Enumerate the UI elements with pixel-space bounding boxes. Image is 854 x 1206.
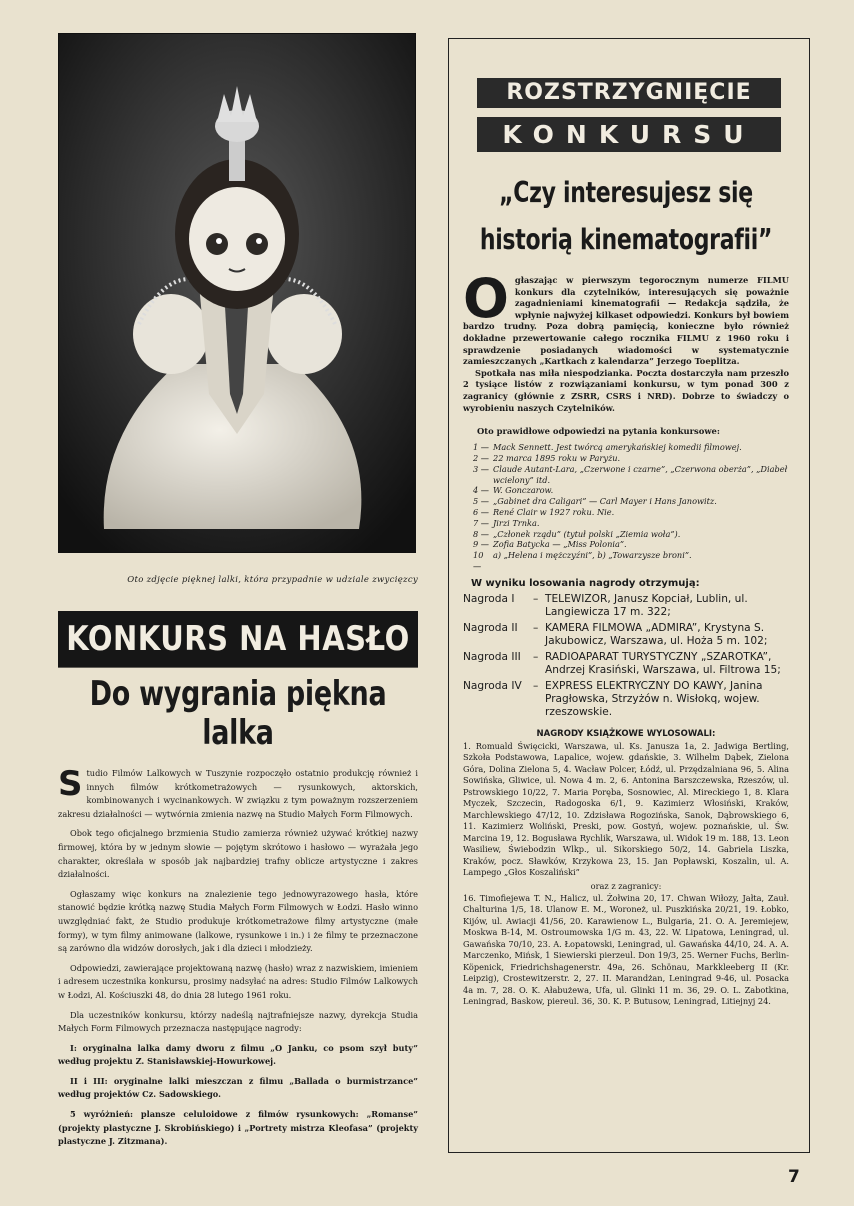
answer-text: „Gabinet dra Caligari” — Carl Mayer i Hans Janowitz. — [493, 496, 717, 507]
contest-banner: KONKURS NA HASŁO — [58, 611, 418, 668]
answer-text: 22 marca 1895 roku w Paryżu. — [493, 452, 621, 463]
answer-item — [473, 539, 789, 550]
results-title-line-2: historią kinematografii” — [479, 224, 773, 257]
award-item — [463, 593, 789, 619]
intro-paragraph-2: Spotkała nas miła niespodzianka. Poczta dostarczyła nam przeszło 2 tysiące listów z rozwiązaniami konkursu, w tym ponad 300 z zagranicy (głównie z ZSRR, CSRS i NRD). Dobrze to świadczy o wyrobieniu naszych Czytelników. — [463, 367, 789, 413]
award-dash: – — [533, 650, 539, 663]
answer-item — [473, 453, 789, 464]
results-intro — [463, 267, 789, 414]
award-label: Nagroda II — [463, 621, 518, 634]
award-text: KAMERA FILMOWA „ADMIRA”, Krystyna S. Jakubowicz, Warszawa, ul. Hoża 5 m. 102; — [545, 621, 768, 647]
award-item — [463, 651, 789, 677]
award-dash: – — [533, 592, 539, 605]
answer-item — [473, 464, 789, 486]
award-item — [463, 622, 789, 648]
answers-list — [473, 442, 789, 572]
answer-item — [473, 496, 789, 507]
prize-3: 5 wyróżnień: plansze celuloidowe z filmów rysunkowych: „Romanse” (projekty plastyczne J. Skrobińskiego) i „Portrety mistrza Kleofasa” (projekty plastyczne J. Zitzmana). — [58, 1109, 418, 1147]
book-prizes-heading: NAGRODY KSIĄŻKOWE WYLOSOWALI: — [536, 728, 716, 739]
award-dash: – — [533, 679, 539, 692]
paragraph-4: Odpowiedzi, zawierające projektowaną nazwę (hasło) wraz z nazwiskiem, imieniem i adresem uczestnika konkursu, prosimy nadsyłać na adres: Studio Filmów Lalkowych w Łodzi, Al. Kościuszki 48, do dnia 28 lutego 1961 roku. — [58, 962, 418, 1000]
answer-text: W. Gonczarow. — [493, 485, 554, 496]
left-column — [58, 33, 418, 1155]
doll-image — [59, 34, 415, 552]
photo-caption: Oto zdjęcie pięknej lalki, która przypadnie w udziale zwycięzcy — [127, 575, 418, 585]
answer-text: „Członek rządu” (tytuł polski „Ziemia woła”). — [493, 528, 681, 539]
answer-text: Mack Sennett. Jest twórcą amerykańskiej komedii filmowej. — [493, 442, 742, 453]
answer-text: René Clair w 1927 roku. Nie. — [493, 506, 615, 517]
results-box — [448, 38, 810, 1153]
answer-text: Zofia Batycka — „Miss Polonia”. — [493, 539, 627, 550]
awards-list — [463, 593, 789, 719]
answer-number: 1 — — [473, 442, 489, 453]
contest-body — [58, 764, 418, 1149]
award-label: Nagroda III — [463, 650, 521, 663]
answer-number: 10 — — [473, 550, 484, 571]
award-label: Nagroda IV — [463, 679, 522, 692]
page-number: 7 — [788, 1167, 800, 1187]
answer-text: Claude Autant-Lara, „Czerwone i czarne”, „Czerwona oberża”, „Diabeł wcielony” itd. — [493, 463, 788, 485]
results-bar-2: KONKURSU — [477, 117, 781, 152]
award-text: EXPRESS ELEKTRYCZNY DO KAWY, Janina Pragłowska, Strzyżów n. Wisłokq, wojew. rzeszowskie. — [545, 679, 763, 718]
answer-number: 5 — — [473, 496, 489, 507]
results-bar-1: ROZSTRZYGNIĘCIE — [477, 78, 781, 108]
answer-item — [473, 518, 789, 529]
paragraph-2: Obok tego oficjalnego brzmienia Studio zamierza również używać krótkiej nazwy firmowej, która by w jednym słowie — pojętym skrótowo i hasłowo — wyrażała jego charakter, określała w sposób jak najbardziej trafny oblicze artystyczne i zakres działalności. — [58, 828, 418, 880]
drop-cap: S — [58, 764, 83, 804]
award-text: TELEWIZOR, Janusz Kopciał, Lublin, ul. Langiewicza 17 m. 322; — [545, 592, 748, 618]
answer-item — [473, 529, 789, 540]
answer-number: 8 — — [473, 528, 489, 539]
answer-item — [473, 507, 789, 518]
paragraph-1: Studio Filmów Lalkowych w Tuszynie rozpoczęło ostatnio produkcję również i innych filmów krótkometrażowych — rysunkowych, aktorskich, kombinowanych i wycinankowych. W związku z tym poważnym rozszerzeniem zakresu działalności — wytwórnia zmienia nazwę na Studio Małych Form Filmowych. — [58, 764, 418, 819]
answer-number: 2 — — [473, 452, 489, 463]
drop-cap-o: O — [463, 267, 509, 330]
answer-text: a) „Helena i mężczyźni”, b) „Towarzysze broni”. — [493, 550, 692, 561]
answer-number: 4 — — [473, 485, 489, 496]
abroad-label: oraz z zagranicy: — [590, 880, 662, 891]
award-dash: – — [533, 621, 539, 634]
doll-photo — [58, 33, 416, 553]
contest-headline: Do wygrania piękna lalka — [89, 675, 387, 753]
answer-number: 9 — — [473, 539, 489, 550]
winners-heading: W wyniku losowania nagrody otrzymują: — [471, 577, 700, 589]
answer-item — [473, 442, 789, 453]
answers-heading: Oto prawidłowe odpowiedzi na pytania konkursowe: — [477, 426, 720, 437]
answer-number: 3 — — [473, 463, 489, 474]
prize-2: II i III: oryginalne lalki mieszczan z filmu „Ballada o burmistrzance” według projektów Cz. Sadowskiego. — [58, 1075, 418, 1100]
answer-number: 6 — — [473, 506, 489, 517]
prize-1: I: oryginalna lalka damy dworu z filmu „O Janku, co psom szył buty” według projektu Z. Stanisławskiej-Howurkowej. — [58, 1042, 418, 1067]
book-prizes-abroad: 16. Timofiejewa T. N., Halicz, ul. Żołwina 20, 17. Chwan Wiłozy, Jałta, Zauł. Chalturina 1/5, 18. Ulanow E. M., Woroneż, ul. Puszkińska 20/21, 19. Łobko, Kijów, ul. Awiacji 41/56, 20. Karawienow L., Bulgaria, 21. O. A. Jeremiejew, Moskwa B-14, M. Ostroumowska 1/G m. 43, 22. W. Lipatowa, Leningrad, ul. Gawańska 70/10, 23. A. Łopatowski, Leningrad, ul. Gawańska 44/10, 24. A. A. Marczenko, Mińsk, 1 Siewierski pierzeul. Don 19/3, 25. Werner Fuchs, Berlin-Köpenick, Friedrichshagenerstr. 49a, 26. Schönau, Markkleeberg II (Kr. Leipzig), Crostewitzerstr. 2, 27. II. Marandżan, Leningrad 9-46, ul. Posacka 4a m. 7, 28. O. K. Ałabużewa, Ufa, ul. Glinki 11 m. 36, 29. O. L. Zabotkina, Leningrad, Baskow, piereul. 36, 30. K. P. Butusow, Leningrad, Litiejnyj 24. — [463, 892, 789, 1007]
results-title — [463, 171, 789, 265]
results-title-line-1: „Czy interesujesz się — [499, 177, 753, 210]
answer-item — [473, 485, 789, 496]
award-label: Nagroda I — [463, 592, 515, 605]
answer-text: Jirzi Trnka. — [493, 517, 540, 528]
paragraph-5: Dla uczestników konkursu, którzy nadeślą najtrafniejsze nazwy, dyrekcja Studia Małych Form Filmowych przeznacza następujące nagrody: — [58, 1009, 418, 1034]
answer-number: 7 — — [473, 517, 489, 528]
intro-paragraph-1: Ogłaszając w pierwszym tegorocznym numerze FILMU konkurs dla czytelników, interesujących się poważnie zagadnieniami kinematografii — Redakcja sądziła, że wpłynie najwyżej kilkaset odpowiedzi. Konkurs był bowiem bardzo trudny. Poza dobrą pamięcią, konieczne było również dokładne przewertowanie całego rocznika FILMU z 1960 roku i sprawdzenie posiadanych wiadomości w systematycznie zamieszczanych „Kartkach z kalendarza” Jerzego Toeplitza. — [463, 267, 789, 367]
award-text: RADIOAPARAT TURYSTYCZNY „SZAROTKA”, Andrzej Krasiński, Warszawa, ul. Filtrowa 15; — [545, 650, 781, 676]
paragraph-3: Ogłaszamy więc konkurs na znalezienie tego jednowyrazowego hasła, które stanowić będzie krótką nazwę Studia Małych Form Filmowych w Łodzi. Hasło winno uwzględniać fakt, że Studio produkuje krótkometrażowe filmy artystyczne (małe formy), w tym filmy animowane (lalkowe, rysunkowe i in.) i że filmy te przeznaczone są zarówno dla widzów dorosłych, jak i dla dzieci i młodzieży. — [58, 888, 418, 954]
award-item — [463, 680, 789, 719]
answer-item — [473, 550, 789, 572]
book-prizes-poland: 1. Romuald Święcicki, Warszawa, ul. Ks. Janusza 1a, 2. Jadwiga Bertling, Szkoła Podstawowa, Lapalice, wojew. gdańskie, 3. Wilhelm Dąbek, Zielona Góra, Dolina Zielona 5, 4. Wacław Polcer, Łódź, ul. Przędzalniana 96, 5. Alina Sowińska, Gliwice, ul. Nowa 4 m. 2, 6. Antonina Barszczewska, Rzeszów, ul. Pstrowskiego 10/22, 7. Maria Poręba, Sosnowiec, Al. Mireckiego 1, 8. Klara Myczek, Szczecin, Radogoska 6/1, 9. Kazimierz Włosiński, Kraków, Marchlewskiego 47/12, 10. Zdzisława Rogozińska, Sanok, Dąbrowskiego 6, 11. Kazimierz Woliński, Preski, pow. Gostyń, wojew. poznańskie, ul. Św. Marcina 19, 12. Bogusława Rychlik, Warszawa, ul. Widok 19 m. 188, 13. Leon Wasiliew, Świebodzin Wlkp., ul. Sikorskiego 50/2, 14. Gabriela Liszka, Kraków, pocz. Sławków, Krzykowa 23, 15. Jan Popławski, Koszalin, ul. A. Lampego „Głos Koszaliński” — [463, 740, 789, 878]
